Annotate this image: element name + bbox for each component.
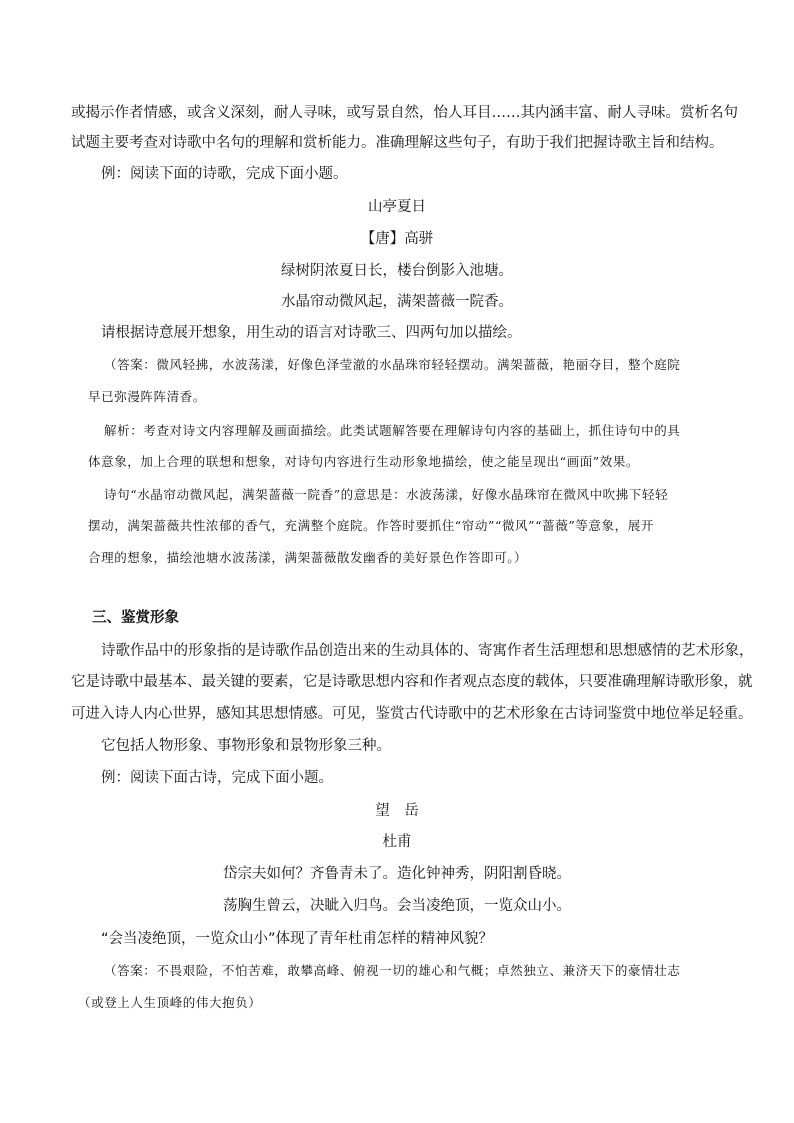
question2-text: “会当凌绝顶，一览众山小”体现了青年杜甫怎样的精神风貌？ xyxy=(101,931,494,947)
section3-p1-line-1: 诗歌作品中的形象指的是诗歌作品创造出来的生动具体的、寄寓作者生活理想和思想感情的艺术形象， xyxy=(101,643,754,659)
poem1-line-1: 绿树阴浓夏日长，楼台倒影入池塘。 xyxy=(281,263,513,279)
poem1-title: 山亭夏日 xyxy=(368,199,426,215)
analysis1-line-5: 合理的想象，描绘池塘水波荡漾，满架蔷薇散发幽香的美好景色作答即可。） xyxy=(88,550,528,565)
analysis1-line-2: 体意象，加上合理的联想和想象，对诗句内容进行生动形象地描绘，使之能呈现出“画面”效果。 xyxy=(88,454,640,469)
answer1-line-1: （答案：微风轻拂，水波荡漾，好像色泽莹澈的水晶珠帘轻轻摆动。满架蔷薇，艳丽夺目，整个庭院 xyxy=(104,357,681,372)
section3-heading: 三、鉴赏形象 xyxy=(92,610,179,626)
poem2-title: 望 岳 xyxy=(375,803,419,819)
answer1-line-2: 早已弥漫阵阵清香。 xyxy=(88,389,206,404)
question1-text: 请根据诗意展开想象，用生动的语言对诗歌三、四两句加以描绘。 xyxy=(101,325,522,341)
section3-p2: 它包括人物形象、事物形象和景物形象三种。 xyxy=(101,738,391,754)
section3-p1-line-3: 可进入诗人内心世界，感知其思想情感。可见，鉴赏古代诗歌中的艺术形象在古诗词鉴赏中地位举足轻重。 xyxy=(71,706,753,722)
example-prompt-2: 例：阅读下面古诗，完成下面小题。 xyxy=(101,770,333,786)
poem1-line-2: 水晶帘动微风起，满架蔷薇一院香。 xyxy=(281,294,513,310)
analysis1-line-4: 摆动，满架蔷薇共性浓郁的香气，充满整个庭院。作答时要抓住“帘动”“微风”“蔷薇”等意象，展开 xyxy=(88,518,654,533)
poem1-author: 【唐】高骈 xyxy=(360,231,434,247)
poem2-line-1: 岱宗夫如何？齐鲁青未了。造化钟神秀，阴阳割昏晓。 xyxy=(223,866,571,882)
intro-line-1: 或揭示作者情感，或含义深刻，耐人寻味，或写景自然，怡人耳目……其内涵丰富、耐人寻味。赏析名句 xyxy=(71,105,738,121)
poem2-line-2: 荡胸生曾云，决眦入归鸟。会当凌绝顶，一览众山小。 xyxy=(223,898,571,914)
example-prompt-1: 例：阅读下面的诗歌，完成下面小题。 xyxy=(101,166,348,182)
section3-p1-line-2: 它是诗歌中最基本、最关键的要素，它是诗歌思想内容和作者观点态度的载体，只要准确理解诗歌形象，就 xyxy=(71,674,753,690)
analysis1-line-1: 解析：考查对诗文内容理解及画面描绘。此类试题解答要在理解诗句内容的基础上，抓住诗句中的具 xyxy=(104,423,681,438)
analysis1-line-3: 诗句“水晶帘动微风起，满架蔷薇一院香”的意思是：水波荡漾，好像水晶珠帘在微风中吹拂下轻轻 xyxy=(104,487,669,502)
poem2-author: 杜甫 xyxy=(382,834,412,850)
intro-line-2: 试题主要考查对诗歌中名句的理解和赏析能力。准确理解这些句子，有助于我们把握诗歌主旨和结构。 xyxy=(71,135,724,151)
answer2-line-2: （或登上人生顶峰的伟大抱负） xyxy=(78,995,262,1010)
answer2-line-1: （答案：不畏艰险，不怕苦难，敢攀高峰、俯视一切的雄心和气概；卓然独立、兼济天下的豪情壮志 xyxy=(104,963,681,978)
